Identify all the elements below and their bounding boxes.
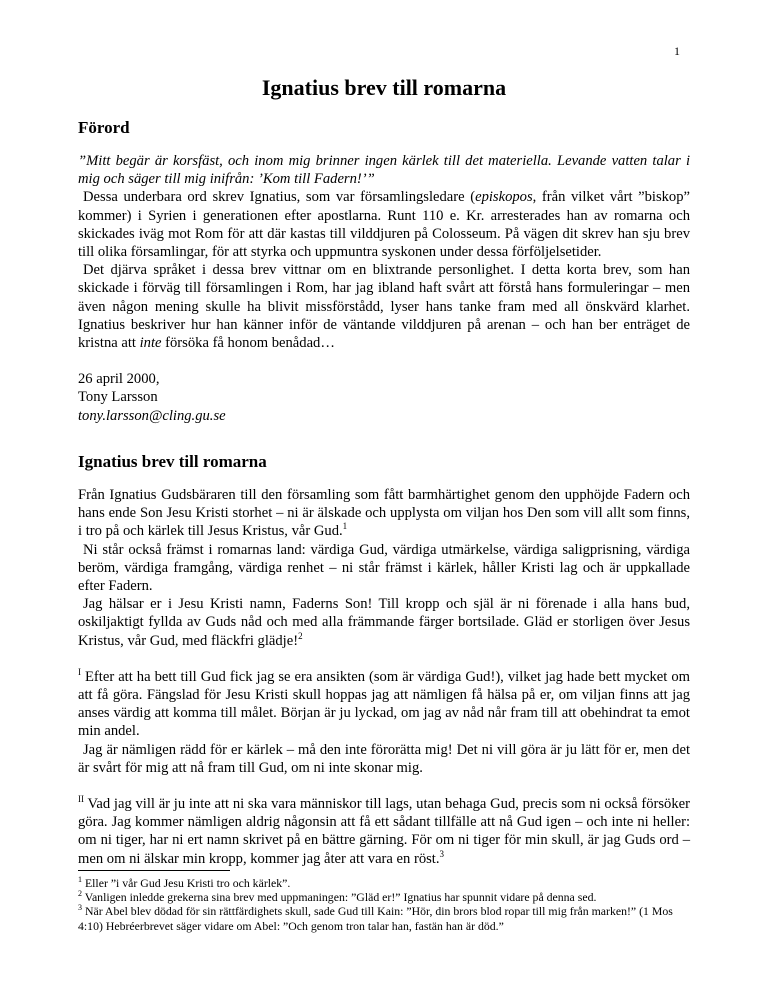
letter-paragraph-3: Jag hälsar er i Jesu Kristi namn, Faderns Son! Till kropp och själ är ni förenade i alla hans bud, oskiljaktigt fyllda av Guds nåd och med alla främmande färger bortsilade. Gläd er storligen över Jesus Kristus, vår Gud, med fläckfri glädje!$^2$ <box>78 596 690 649</box>
letter-paragraph-2: Ni står också främst i romarnas land: värdiga Gud, värdiga utmärkelse, värdiga saligprisning, värdiga beröm, värdiga framgång, värdiga renhet – ni står främst i kärlek, håller Kristi lag och är uppkallade efter Fadern. <box>78 541 690 595</box>
page-number: 1 <box>674 44 680 58</box>
preface-paragraph-2: Det djärva språket i dessa brev vittnar om en blixtrande personlighet. I detta korta brev, som han skickade i förväg till församlingen i Rom, har jag ibland haft svårt att förstå hans formuleringar – men även någon mening skulle ha blivit missförstådd, lyser hans tanke fram med all önskvärd klarhet. Ignatius beskriver hur han känner inför de väntande vilddjuren på arenan – och han ber enträget de kristna att inte försöka få honom benådad… <box>78 262 690 352</box>
footnote: $^1$ Eller ”i vår Gud Jesu Kristi tro och kärlek”. <box>78 875 291 890</box>
letter-greeting: Från Ignatius Gudsbäraren till den församling som fått barmhärtighet genom den upphöjde Fadern och hans ende Son Jesu Kristi storhet – ni är älskade och upplysta om viljan hos Den som vill allt som finns, i tro på och kärlek till Jesus Kristus, vår Gud.$^1$ <box>78 487 690 540</box>
author-email: tony.larsson@cling.gu.se <box>78 407 226 424</box>
document-title: Ignatius brev till romarna <box>261 75 507 100</box>
footnote-ref-1: 1 <box>342 521 348 532</box>
preface-heading: Förord <box>78 118 130 137</box>
preface-quote: ”Mitt begär är korsfäst, och inom mig brinner ingen kärlek till det materiella. Levande vatten talar i mig och säger till mig inifrån: ’Kom till Fadern!’” <box>78 153 690 188</box>
footnote-divider <box>78 870 230 871</box>
preface-author: Tony Larsson <box>78 389 158 406</box>
footnote-ref-2: 2 <box>298 630 303 641</box>
preface-date: 26 april 2000, <box>78 371 160 388</box>
chapter-number: I <box>78 666 81 677</box>
chapter-1-paragraph-2: Jag är nämligen rädd för er kärlek – må den inte förorätta mig! Det ni vill göra är ju lätt för er, men det är svårt för mig att nå fram till Gud, om ni inte skonar mig. <box>78 741 690 776</box>
footnote: $^3$ När Abel blev dödad för sin rättfärdighets skull, sade Gud till Kain: ”Hör, din brors blod ropar till mig från marken!” (1 Mos 4:10) Hebréerbrevet säger vidare om Abel: ”Och genom tron talar han, fastän han är död.” <box>78 903 673 933</box>
footnote-ref-3: 3 <box>439 848 444 859</box>
chapter-number: II <box>78 794 84 805</box>
chapter-2-paragraph-1: $^{II}$ Vad jag vill är ju inte att ni ska vara människor till lags, utan behaga Gud, precis som ni också försöker göra. Jag kommer nämligen aldrig någonsin att få ett sådant tillfälle att nå Gud igen – och inte ni heller: om ni tiger, har ni ert namn skrivet på en bättre gärning. För om ni tiger för min skull, är jag Guds ord – men om ni älskar min kropp, kommer jag åter att vara en röst.$^3$ <box>78 794 690 867</box>
footnotes <box>78 876 690 933</box>
chapter-1-paragraph-1: $^I$ Efter att ha bett till Gud fick jag se era ansikten (som är värdiga Gud!), vilket jag hade bett mycket om att få göra. Fängslad för Jesu Kristi skull hoppas jag att nämligen få hälsa på er, om viljan finns att jag anses värdig att komma till målet. Början är ju lyckad, om jag av nåd når fram till att obehindrat ta emot min andel. <box>78 666 690 740</box>
footnote: $^2$ Vanligen inledde grekerna sina brev med uppmaningen: ”Gläd er!” Ignatius har spunnit vidare på denna sed. <box>78 889 597 905</box>
preface-paragraph-1: Dessa underbara ord skrev Ignatius, som var församlingsledare (episkopos, från vilket vårt ”biskop” kommer) i Syrien i generationen efter apostlarna. Runt 110 e. Kr. arresterades han av romarna och skickades iväg mot Rom för att där kastas till vilddjuren på Colosseum. På vägen dit skrev han sju brev till olika församlingar, för att styrka och uppmuntra syskonen under dessa förföljelsetider. <box>78 189 690 261</box>
letter-section <box>78 452 690 868</box>
preface-section <box>78 118 690 425</box>
letter-heading: Ignatius brev till romarna <box>78 452 267 471</box>
